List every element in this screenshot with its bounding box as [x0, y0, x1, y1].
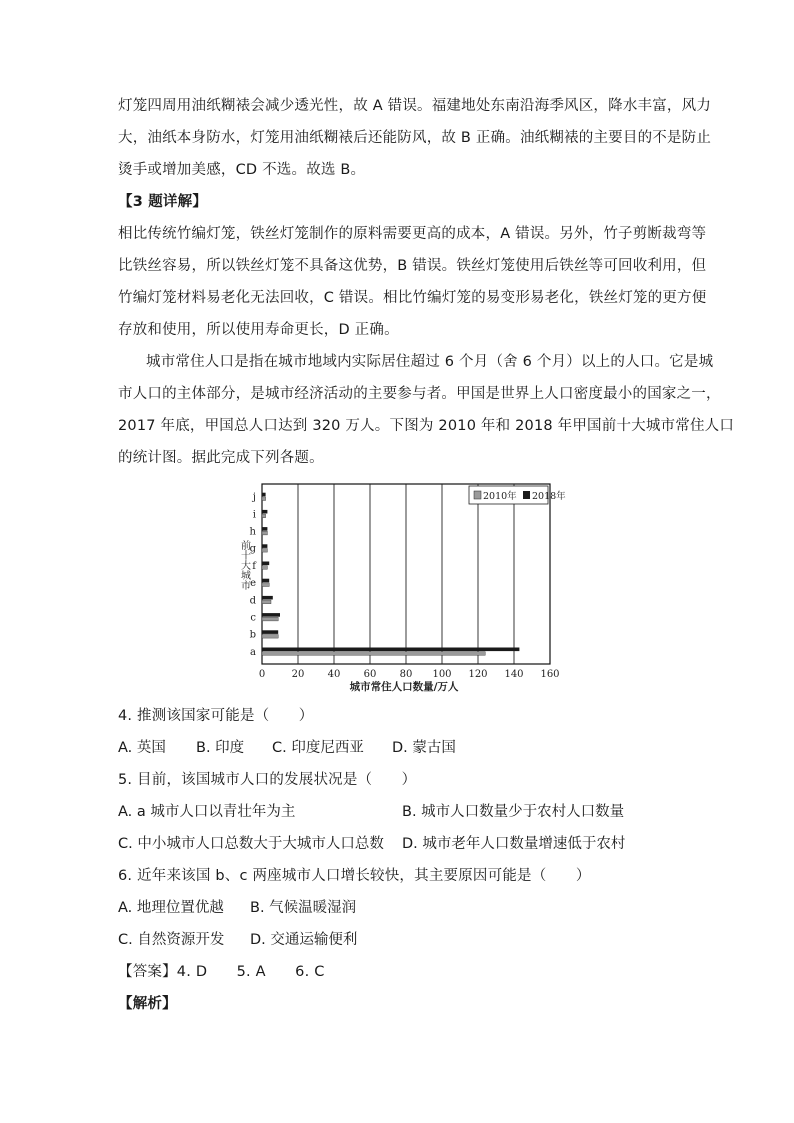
legend-swatch-2010: [474, 491, 481, 499]
bar-2018-d: [262, 596, 273, 600]
q6-option-c: C. 自然资源开发: [118, 932, 225, 948]
chart-y-axis-label: 前十大城市: [238, 540, 250, 590]
y-tick-label: d: [249, 595, 256, 607]
q6-option-d: D. 交通运输便利: [250, 932, 358, 948]
paragraph-line: 比铁丝容易，所以铁丝灯笼不具备这优势，B 错误。铁丝灯笼使用后铁丝等可回收利用，但: [118, 258, 707, 274]
q5-option-a: A. a 城市人口以青壮年为主: [118, 804, 296, 820]
x-tick-label: 160: [540, 669, 560, 680]
y-tick-label: f: [252, 560, 256, 572]
paragraph-line: 存放和使用，所以使用寿命更长，D 正确。: [118, 322, 399, 338]
question-6: 6. 近年来该国 b、c 两座城市人口增长较快，其主要原因可能是（ ）: [118, 868, 591, 884]
bar-2010-h: [262, 531, 267, 535]
bar-2018-g: [262, 544, 267, 548]
analysis-heading: 【解析】: [118, 996, 177, 1012]
chart-grid: [262, 484, 550, 664]
city-population-chart: [236, 478, 566, 696]
y-tick-label: j: [252, 492, 256, 504]
bar-2018-a: [262, 648, 519, 652]
bar-2018-e: [262, 579, 269, 583]
paragraph-line: 竹编灯笼材料易老化无法回收，C 错误。相比竹编灯笼的易变形易老化，铁丝灯笼的更方便: [118, 290, 707, 306]
bar-2018-b: [262, 630, 278, 634]
question-4: 4. 推测该国家可能是（ ）: [118, 708, 314, 724]
y-tick-label: g: [249, 543, 256, 555]
bar-2018-i: [262, 510, 267, 514]
chart-y-ticks: [250, 492, 258, 658]
y-tick-label: e: [250, 578, 256, 590]
q4-option-c: C. 印度尼西亚: [272, 740, 364, 756]
x-tick-label: 60: [363, 669, 377, 680]
bar-2010-f: [262, 566, 267, 570]
bar-2010-e: [262, 583, 269, 587]
answer-line: 【答案】4. D 5. A 6. C: [118, 964, 325, 980]
legend-swatch-2018: [523, 491, 530, 499]
bar-2018-j: [262, 493, 266, 497]
x-tick-label: 100: [432, 669, 452, 680]
paragraph-line: 灯笼四周用油纸糊裱会减少透光性，故 A 错误。福建地处东南沿海季风区，降水丰富，风力: [118, 98, 712, 114]
q6-option-b: B. 气候温暖湿润: [250, 900, 357, 916]
x-tick-label: 140: [504, 669, 524, 680]
paragraph-line: 大，油纸本身防水，灯笼用油纸糊裱后还能防风，故 B 正确。油纸糊裱的主要目的不是防止: [118, 130, 712, 146]
bar-2010-d: [262, 600, 271, 604]
bar-2010-g: [262, 549, 267, 553]
paragraph-line: 市人口的主体部分，是城市经济活动的主要参与者。甲国是世界上人口密度最小的国家之一，: [118, 386, 721, 402]
x-tick-label: 20: [291, 669, 305, 680]
y-tick-label: h: [249, 526, 256, 538]
y-tick-label: c: [250, 612, 256, 624]
bar-2010-i: [262, 514, 266, 518]
legend-label-2018: 2018年: [532, 491, 566, 502]
x-tick-label: 0: [258, 669, 266, 680]
bar-2018-h: [262, 527, 267, 531]
question-5: 5. 目前，该国城市人口的发展状况是（ ）: [118, 772, 417, 788]
paragraph-line: 2017 年底，甲国总人口达到 320 万人。下图为 2010 年和 2018 年甲国前十大城市常住人口: [118, 418, 735, 434]
chart-legend: [469, 486, 566, 504]
x-tick-label: 80: [399, 669, 413, 680]
q5-option-d: D. 城市老年人口数量增速低于农村: [402, 836, 626, 852]
q4-option-a: A. 英国: [118, 740, 166, 756]
bar-2018-c: [262, 613, 280, 617]
q5-option-b: B. 城市人口数量少于农村人口数量: [402, 804, 625, 820]
bar-2010-j: [262, 497, 266, 501]
bar-2010-b: [262, 635, 278, 639]
paragraph-line: 城市常住人口是指在城市地域内实际居住超过 6 个月（舍 6 个月）以上的人口。它是城: [146, 354, 714, 370]
chart-x-ticks: [259, 669, 560, 680]
q4-option-b: B. 印度: [196, 740, 245, 756]
y-tick-label: i: [252, 509, 256, 521]
y-tick-label: b: [249, 629, 256, 641]
paragraph-line: 的统计图。据此完成下列各题。: [118, 450, 324, 466]
paragraph-line: 烫手或增加美感，CD 不选。故选 B。: [118, 162, 366, 178]
bar-2018-f: [262, 562, 269, 566]
q4-option-d: D. 蒙古国: [392, 740, 456, 756]
y-tick-label: a: [250, 646, 256, 658]
x-tick-label: 120: [468, 669, 488, 680]
bar-2010-c: [262, 617, 278, 621]
bar-2010-a: [262, 652, 485, 656]
section-heading: 【3 题详解】: [118, 194, 208, 210]
paragraph-line: 相比传统竹编灯笼，铁丝灯笼制作的原料需要更高的成本，A 错误。另外，竹子剪断裁弯等: [118, 226, 707, 242]
chart-x-axis-label: 城市常住人口数量/万人: [349, 681, 459, 693]
q6-option-a: A. 地理位置优越: [118, 900, 224, 916]
q5-option-c: C. 中小城市人口总数大于大城市人口总数: [118, 836, 384, 852]
x-tick-label: 40: [327, 669, 341, 680]
legend-label-2010: 2010年: [483, 491, 517, 502]
